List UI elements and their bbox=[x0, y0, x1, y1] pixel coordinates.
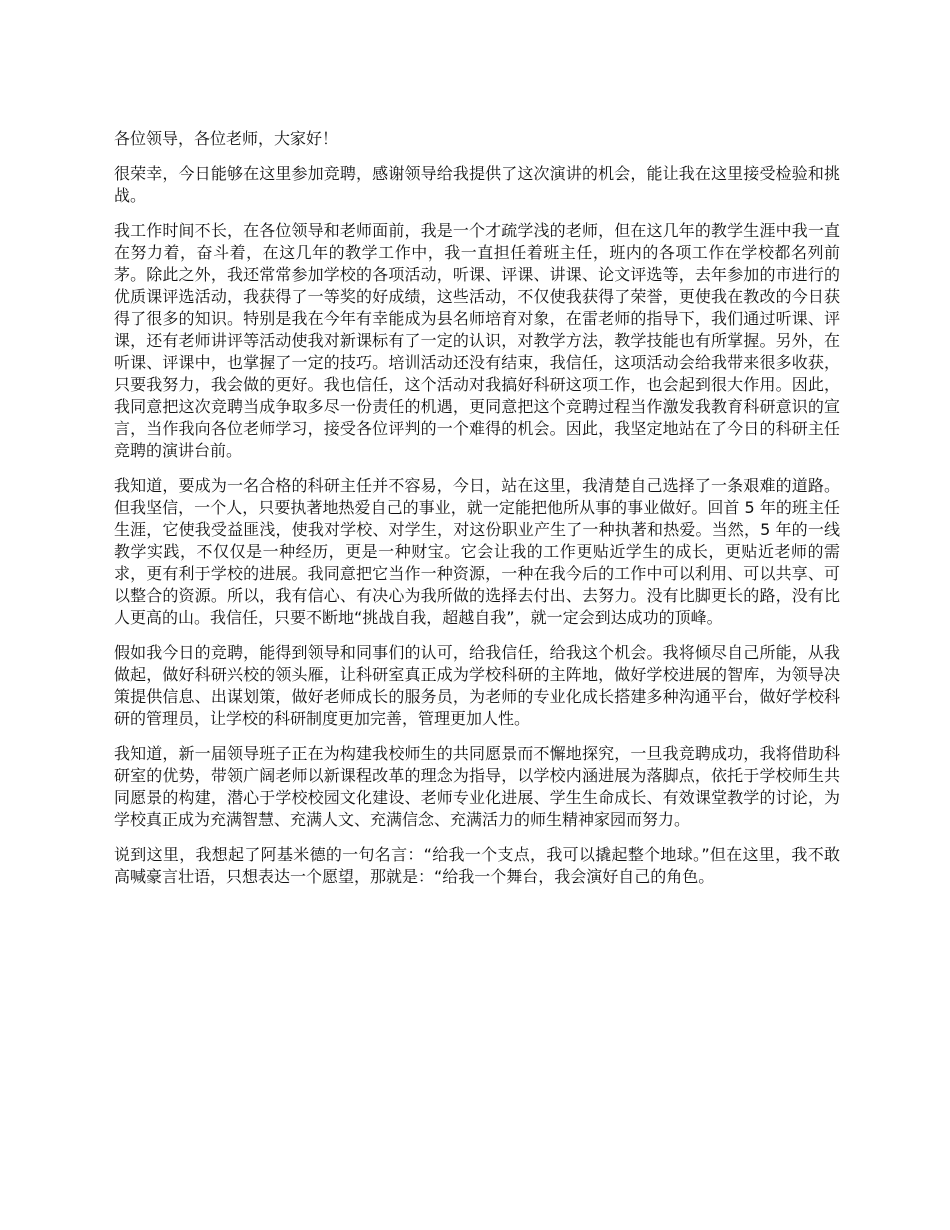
greeting-paragraph: 各位领导，各位老师，大家好！ bbox=[114, 129, 339, 148]
plan-paragraph: 假如我今日的竞聘，能得到领导和同事们的认可，给我信任，给我这个机会。我将倾尽自己所能，从我做起，做好科研兴校的领头雁，让科研室真正成为学校科研的主阵地，做好学校进展的智库，为领导决策提供信息、出谋划策，做好老师成长的服务员，为老师的专业化成长搭建多种沟通平台，做好学校科研的管理员，让学校的科研制度更加完善，管理更加人性。 bbox=[114, 643, 840, 728]
document-body bbox=[114, 128, 840, 901]
closing-paragraph: 说到这里，我想起了阿基米德的一句名言：“给我一个支点，我可以撬起整个地球。”但在这里，我不敢高喊豪言壮语，只想表达一个愿望，那就是：“给我一个舞台，我会演好自己的角色。 bbox=[114, 845, 840, 886]
vision-paragraph: 我知道，新一届领导班子正在为构建我校师生的共同愿景而不懈地探究，一旦我竞聘成功，我将借助科研室的优势，带领广阔老师以新课程改革的理念为指导，以学校内涵进展为落脚点，依托于学校师生共同愿景的构建，潜心于学校校园文化建设、老师专业化进展、学生生命成长、有效课堂教学的讨论，为学校真正成为充满智慧、充满人文、充满信念、充满活力的师生精神家园而努力。 bbox=[114, 744, 840, 829]
intro-paragraph: 很荣幸，今日能够在这里参加竞聘，感谢领导给我提供了这次演讲的机会，能让我在这里接受检验和挑战。 bbox=[114, 164, 840, 205]
experience-paragraph: 我工作时间不长，在各位领导和老师面前，我是一个才疏学浅的老师，但在这几年的教学生涯中我一直在努力着，奋斗着，在这几年的教学工作中，我一直担任着班主任，班内的各项工作在学校都名列前茅。除此之外，我还常常参加学校的各项活动，听课、评课、讲课、论文评选等，去年参加的市进行的优质课评选活动，我获得了一等奖的好成绩，这些活动，不仅使我获得了荣誉，更使我在教改的今日获得了很多的知识。特别是我在今年有幸能成为县名师培育对象，在雷老师的指导下，我们通过听课、评课，还有老师讲评等活动使我对新课标有了一定的认识，对教学方法，教学技能也有所掌握。另外，在听课、评课中，也掌握了一定的技巧。培训活动还没有结束，我信任，这项活动会给我带来很多收获，只要我努力，我会做的更好。我也信任，这个活动对我搞好科研这项工作，也会起到很大作用。因此，我同意把这次竞聘当成争取多尽一份责任的机遇，更同意把这个竞聘过程当作激发我教育科研意识的宣言，当作我向各位老师学习，接受各位评判的一个难得的机会。因此，我坚定地站在了今日的科研主任竞聘的演讲台前。 bbox=[114, 221, 840, 460]
commitment-paragraph: 我知道，要成为一名合格的科研主任并不容易，今日，站在这里，我清楚自己选择了一条艰难的道路。但我坚信，一个人，只要执著地热爱自己的事业，就一定能把他所从事的事业做好。回首 5 年的班主任生涯，它使我受益匪浅，使我对学校、对学生，对这份职业产生了一种执著和热爱。当然，5 年的一线教学实践，不仅仅是一种经历，更是一种财宝。它会让我的工作更贴近学生的成长，更贴近老师的需求，更有利于学校的进展。我同意把它当作一种资源，一种在我今后的工作中可以利用、可以共享、可以整合的资源。所以，我有信心、有决心为我所做的选择去付出、去努力。没有比脚更长的路，没有比人更高的山。我信任，只要不断地“挑战自我，超越自我”，就一定会到达成功的顶峰。 bbox=[114, 476, 840, 627]
